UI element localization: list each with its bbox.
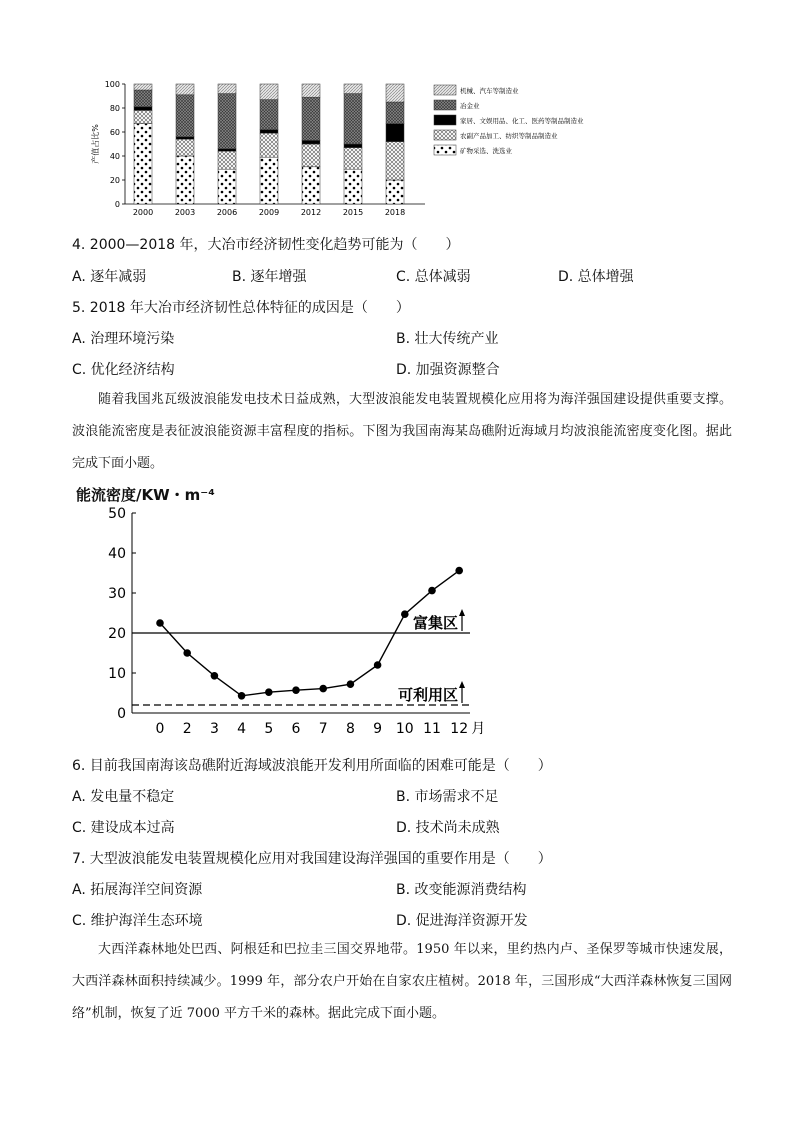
chart1-legend-label: 矿物采选、洗选业 [460, 147, 512, 155]
chart1-bar-segment [134, 84, 152, 90]
chart1-bar-segment [218, 84, 236, 94]
chart2-ylabel: 能流密度/KW・m⁻⁴ [76, 486, 215, 504]
chart2-x-tick-label: 12 [450, 721, 469, 736]
q4-option-d[interactable]: D. 总体增强 [558, 269, 634, 285]
chart1-bar-segment [260, 84, 278, 100]
chart1-bar-segment [218, 149, 236, 151]
chart1-y-tick-label: 80 [109, 104, 120, 113]
chart1-x-tick-label: 2006 [216, 208, 238, 217]
chart1-legend-label: 家居、文娱用品、化工、医药等制品制造业 [460, 117, 584, 125]
chart2-reference-label: 可利用区 [397, 686, 458, 704]
chart2-xlabel: 月 [471, 721, 486, 736]
chart2-data-point [374, 661, 382, 669]
chart1-y-tick-label: 60 [109, 128, 120, 137]
chart1-legend-swatch [434, 100, 456, 110]
chart2-data-point [428, 587, 436, 595]
wave-energy-density-chart [70, 478, 500, 736]
q6-option-a[interactable]: A. 发电量不稳定 [72, 789, 175, 805]
chart1-x-tick-label: 2003 [174, 208, 196, 217]
chart2-y-tick-label: 50 [108, 506, 126, 522]
chart1-bar-segment [260, 157, 278, 204]
chart1-bar-segment [344, 148, 362, 170]
chart1-bar-segment [302, 84, 320, 97]
chart1-legend-swatch [434, 130, 456, 140]
chart1-x-tick-label: 2015 [342, 208, 364, 217]
q5-option-b[interactable]: B. 壮大传统产业 [396, 331, 499, 347]
chart1-x-tick-label: 2012 [300, 208, 322, 217]
chart2-reference-label: 富集区 [412, 614, 458, 632]
chart1-bar-segment [134, 107, 152, 111]
chart2-x-tick-label: 7 [318, 721, 328, 736]
chart1-bar-segment [386, 124, 404, 142]
chart2-x-tick-label: 11 [423, 721, 441, 736]
chart1-legend-swatch [434, 145, 456, 155]
chart1-bar-segment [344, 144, 362, 148]
chart1-legend-label: 冶金业 [460, 102, 480, 110]
chart1-bar-segment [344, 84, 362, 94]
chart2-x-tick-label: 6 [291, 721, 301, 736]
question-5-stem: 5. 2018 年大冶市经济韧性总体特征的成因是（ ） [72, 300, 410, 316]
chart2-x-tick-label: 5 [264, 721, 274, 736]
chart2-x-tick-label: 0 [155, 721, 165, 736]
chart1-bar-segment [260, 130, 278, 134]
question-6-stem: 6. 目前我国南海该岛礁附近海域波浪能开发利用所面临的困难可能是（ ） [72, 758, 552, 774]
chart2-data-point [401, 610, 409, 618]
chart2-x-tick-label: 10 [395, 721, 414, 736]
chart1-bar-segment [134, 110, 152, 123]
q6-option-c[interactable]: C. 建设成本过高 [72, 820, 175, 836]
chart2-data-point [238, 692, 246, 700]
chart2-y-tick-label: 20 [108, 626, 126, 642]
chart1-bar-segment [260, 133, 278, 157]
chart2-data-point [347, 680, 355, 688]
chart1-bar-segment [386, 180, 404, 204]
chart1-bar-segment [302, 140, 320, 144]
q6-option-d[interactable]: D. 技术尚未成熟 [396, 820, 500, 836]
chart1-legend-swatch [434, 85, 456, 95]
q6-option-b[interactable]: B. 市场需求不足 [396, 789, 499, 805]
chart1-bar-segment [176, 156, 194, 204]
chart2-x-tick-label: 8 [345, 721, 355, 736]
q7-option-a[interactable]: A. 拓展海洋空间资源 [72, 882, 203, 898]
chart1-bar-segment [386, 84, 404, 102]
chart1-bar-segment [386, 102, 404, 124]
chart1-x-tick-label: 2009 [258, 208, 280, 217]
q4-option-b[interactable]: B. 逐年增强 [232, 269, 307, 285]
chart2-data-point [292, 686, 300, 694]
chart1-bar-segment [176, 84, 194, 95]
chart1-bar-segment [218, 151, 236, 169]
q5-option-d[interactable]: D. 加强资源整合 [396, 362, 500, 378]
chart2-y-tick-label: 30 [108, 586, 126, 602]
q4-option-a[interactable]: A. 逐年减弱 [72, 269, 147, 285]
chart2-data-point [156, 619, 164, 627]
q5-option-c[interactable]: C. 优化经济结构 [72, 362, 175, 378]
chart2-y-tick-label: 0 [117, 706, 126, 722]
chart2-data-point [455, 567, 463, 575]
chart2-reference-arrowhead [459, 609, 465, 616]
chart1-y-tick-label: 100 [104, 80, 120, 89]
chart2-data-point [183, 649, 191, 657]
passage-wave-energy: 随着我国兆瓦级波浪能发电技术日益成熟，大型波浪能发电装置规模化应用将为海洋强国建设提供重要支撑。波浪能流密度是表征波浪能资源丰富程度的指标。下图为我国南海某岛礁附近海域月均波浪能流密度变化图。据此完成下面小题。 [72, 392, 732, 471]
chart1-ylabel: 产值占比% [91, 124, 100, 164]
chart2-x-tick-label: 2 [182, 721, 192, 736]
chart1-bar-segment [386, 142, 404, 180]
q5-option-a[interactable]: A. 治理环境污染 [72, 331, 175, 347]
chart2-y-tick-label: 10 [108, 666, 126, 682]
chart1-bar-segment [134, 90, 152, 107]
chart1-bar-segment [302, 97, 320, 140]
chart1-bar-segment [134, 124, 152, 204]
chart1-x-tick-label: 2000 [132, 208, 154, 217]
q7-option-b[interactable]: B. 改变能源消费结构 [396, 882, 527, 898]
chart1-bar-segment [302, 167, 320, 204]
chart1-y-tick-label: 20 [109, 176, 120, 185]
chart2-x-tick-label: 9 [373, 721, 383, 736]
chart1-y-tick-label: 0 [114, 200, 120, 209]
q7-option-d[interactable]: D. 促进海洋资源开发 [396, 913, 528, 929]
chart1-bar-segment [176, 139, 194, 156]
chart1-bar-segment [260, 100, 278, 130]
chart1-bar-segment [176, 95, 194, 137]
chart1-bar-segment [218, 94, 236, 149]
chart1-bar-segment [344, 94, 362, 144]
chart1-x-tick-label: 2018 [384, 208, 406, 217]
chart1-bar-segment [176, 137, 194, 139]
q4-option-c[interactable]: C. 总体减弱 [396, 269, 471, 285]
chart2-reference-arrowhead [459, 681, 465, 688]
chart1-legend-label: 农副产品加工、纺织等制品制造业 [460, 132, 558, 140]
chart2-data-point [265, 688, 273, 696]
chart1-bar-segment [218, 169, 236, 204]
q7-option-c[interactable]: C. 维护海洋生态环境 [72, 913, 203, 929]
chart2-x-tick-label: 4 [237, 721, 247, 736]
chart1-legend-label: 机械、汽车等制造业 [460, 87, 519, 95]
chart1-y-tick-label: 40 [109, 152, 120, 161]
passage-atlantic-forest: 大西洋森林地处巴西、阿根廷和巴拉圭三国交界地带。1950 年以来，里约热内卢、圣保罗等城市快速发展，大西洋森林面积持续减少。1999 年，部分农户开始在自家农庄植树。2018 年，三国形成“大西洋森林恢复三国网络”机制，恢复了近 7000 平方千米的森林。据此完成下面小题。 [72, 942, 732, 1021]
question-7-stem: 7. 大型波浪能发电装置规模化应用对我国建设海洋强国的重要作用是（ ） [72, 851, 552, 867]
chart2-y-tick-label: 40 [108, 546, 126, 562]
chart1-legend-swatch [434, 115, 456, 125]
industry-structure-chart [80, 74, 620, 224]
chart2-data-point [211, 672, 219, 680]
question-4-stem: 4. 2000—2018 年，大冶市经济韧性变化趋势可能为（ ） [72, 237, 460, 253]
chart1-bar-segment [344, 169, 362, 204]
chart1-bar-segment [302, 144, 320, 167]
chart2-x-tick-label: 3 [209, 721, 219, 736]
chart2-data-point [319, 685, 327, 693]
